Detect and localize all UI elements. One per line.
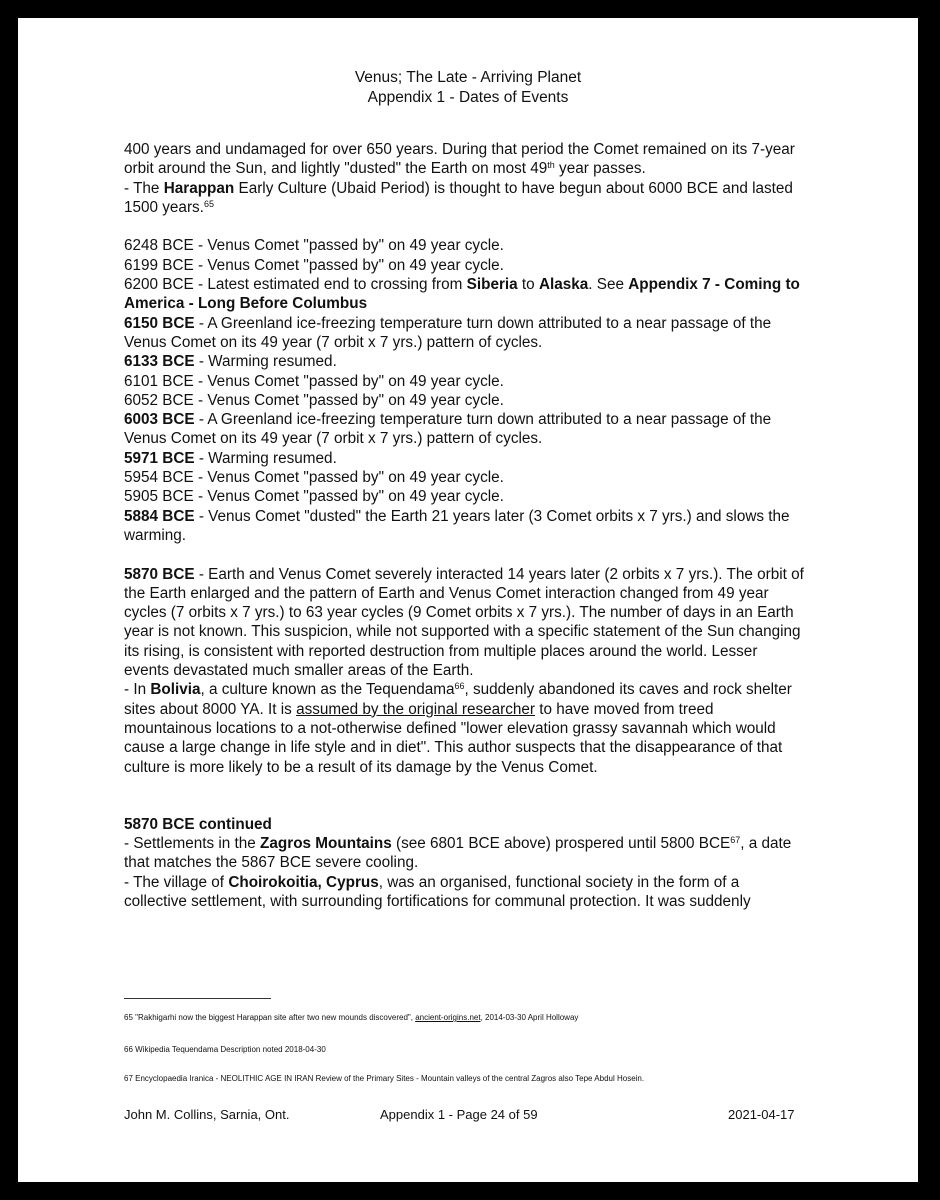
date-entry: 5954 BCE - Venus Comet "passed by" on 49 year cycle. (124, 469, 504, 487)
paragraph: - The Harappan Early Culture (Ubaid Period) is thought to have begun about 6000 BCE and lasted 1500 years.$^{65}$ (124, 179, 793, 216)
footnote-divider (124, 998, 271, 999)
date-entry: 6003 BCE - A Greenland ice-freezing temperature turn down attributed to a near passage of the Venus Comet on its 49 year (7 orbit x 7 yrs.) pattern of cycles. (124, 411, 772, 448)
footer-page-number: Appendix 1 - Page 24 of 59 (380, 1107, 538, 1122)
paragraph: - The village of Choirokoitia, Cyprus, was an organised, functional society in the form of a collective settlement, with surrounding fortifications for communal protection. It was suddenly (124, 873, 751, 910)
section-heading: 5870 BCE continued (124, 815, 272, 833)
document-subtitle: Appendix 1 - Dates of Events (367, 89, 569, 106)
date-entry: 5971 BCE - Warming resumed. (124, 449, 337, 467)
paragraph: 400 years and undamaged for over 650 years. During that period the Comet remained on its 7-year orbit around the Sun, and lightly "dusted" the Earth on most 49th year passes. (124, 141, 795, 178)
date-entry: 5905 BCE - Venus Comet "passed by" on 49 year cycle. (124, 488, 504, 506)
footnote-ref: 66 (454, 681, 465, 692)
footer-date: 2021-04-17 (728, 1107, 795, 1122)
footnote-link[interactable]: ancient-origins.net (415, 1013, 481, 1022)
document-title: Venus; The Late - Arriving Planet (354, 69, 582, 86)
date-entry: 6133 BCE - Warming resumed. (124, 353, 337, 371)
date-entry: 5884 BCE - Venus Comet "dusted" the Earth 21 years later (3 Comet orbits x 7 yrs.) and slows the warming. (124, 507, 790, 544)
footnote-66: 66 Wikipedia Tequendama Description noted 2018-04-30 (124, 1045, 326, 1054)
paragraph: 5870 BCE - Earth and Venus Comet severely interacted 14 years later (2 orbits x 7 yrs.). The orbit of the Earth enlarged and the pattern of Earth and Venus Comet interaction changed from 49 year cycles (7 orbits x 7 yrs.) to 63 year cycles (9 Comet orbits x 7 yrs.). The number of days in an Earth year is not known. This suspicion, while not supported with a specific statement of the Sun changing its rising, is consistent with reported destruction from multiple places around the world. Lesser events devastated much smaller areas of the Earth. (124, 565, 804, 680)
paragraph: - Settlements in the Zagros Mountains (see 6801 BCE above) prospered until 5800 BCE$^{67}$, a date that matches the 5867 BCE severe cooling. (124, 835, 792, 872)
body-text (124, 140, 804, 911)
researcher-link[interactable]: assumed by the original researcher (296, 700, 535, 718)
footnote-ref: 65 (203, 198, 214, 209)
footer-author: John M. Collins, Sarnia, Ont. (124, 1107, 290, 1122)
date-entry: 6199 BCE - Venus Comet "passed by" on 49 year cycle. (124, 256, 504, 274)
date-entry: 6101 BCE - Venus Comet "passed by" on 49 year cycle. (124, 372, 504, 390)
date-entry: 6200 BCE - Latest estimated end to crossing from Siberia to Alaska. See Appendix 7 - Coming to America - Long Before Columbus (124, 276, 800, 313)
date-entry: 6052 BCE - Venus Comet "passed by" on 49 year cycle. (124, 391, 504, 409)
footnote-ref: 67 (730, 835, 741, 846)
date-entry: 6248 BCE - Venus Comet "passed by" on 49 year cycle. (124, 237, 504, 255)
date-entry: 6150 BCE - A Greenland ice-freezing temperature turn down attributed to a near passage of the Venus Comet on its 49 year (7 orbit x 7 yrs.) pattern of cycles. (124, 314, 772, 351)
footnote-65: 65 "Rakhigarhi now the biggest Harappan site after two new mounds discovered", ancient-origins.net, 2014-03-30 April Holloway (124, 1013, 579, 1022)
footnote-67: 67 Encyclopaedia Iranica - NEOLITHIC AGE IN IRAN Review of the Primary Sites - Mountain valleys of the central Zagros also Tepe Abdul Hosein. (124, 1074, 645, 1083)
document-page (18, 18, 918, 1182)
paragraph: - In Bolivia, a culture known as the Tequendama$^{66}$, suddenly abandoned its caves and rock shelter sites about 8000 YA. It is assumed by the original researcher to have moved from treed mountainous locations to a not-otherwise defined "lower elevation grassy savannah which would cause a large change in life style and in diet". This author suspects that the disappearance of that culture is more likely to be a result of its damage by the Venus Comet. (124, 681, 792, 776)
